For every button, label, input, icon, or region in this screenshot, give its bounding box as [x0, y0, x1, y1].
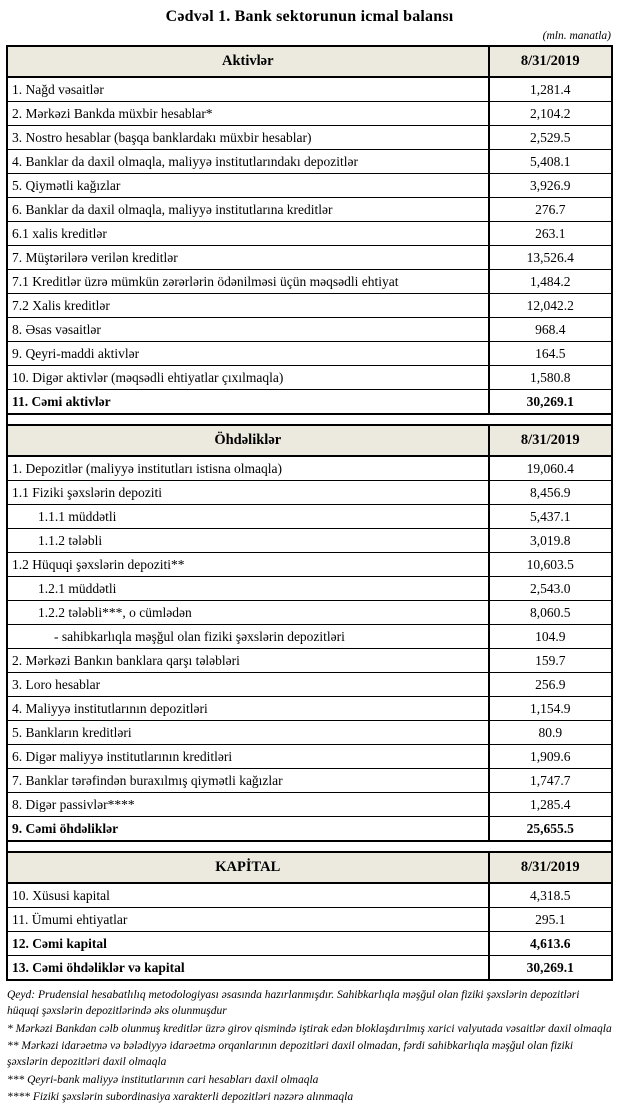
row-value: 2,543.0	[489, 577, 612, 601]
table-row	[7, 649, 612, 673]
row-value: 159.7	[489, 649, 612, 673]
table-row	[7, 577, 612, 601]
row-label: 7. Müştərilərə verilən kreditlər	[7, 246, 489, 270]
table-row	[7, 817, 612, 842]
row-label: 3. Loro hesablar	[7, 673, 489, 697]
row-label: 4. Banklar da daxil olmaqla, maliyyə institutlarındakı depozitlər	[7, 150, 489, 174]
footnote: *** Qeyri-bank maliyyə institutlarının cari hesabları daxil olmaqla	[7, 1073, 319, 1086]
table-header-row	[7, 425, 612, 456]
row-value: 13,526.4	[489, 246, 612, 270]
row-label: 3. Nostro hesablar (başqa banklardakı müxbir hesablar)	[7, 126, 489, 150]
row-value: 1,909.6	[489, 745, 612, 769]
row-value: 164.5	[489, 342, 612, 366]
row-value: 3,926.9	[489, 174, 612, 198]
row-value: 19,060.4	[489, 456, 612, 481]
table-row	[7, 908, 612, 932]
capital-table-body	[7, 883, 612, 980]
row-label: 6. Banklar da daxil olmaqla, maliyyə institutlarına kreditlər	[7, 198, 489, 222]
table-row	[7, 126, 612, 150]
footnote: * Mərkəzi Bankdan cəlb olunmuş kreditlər üzrə girov qismində iştirak edən bloklaşdırılmış xarici valyutada vəsaitlər daxil olmaqla	[7, 1022, 612, 1035]
row-value: 1,580.8	[489, 366, 612, 390]
row-label: 7.2 Xalis kreditlər	[7, 294, 489, 318]
row-label: 9. Qeyri-maddi aktivlər	[7, 342, 489, 366]
row-label: 4. Maliyyə institutlarının depozitləri	[7, 697, 489, 721]
row-label: 6.1 xalis kreditlər	[7, 222, 489, 246]
row-value: 10,603.5	[489, 553, 612, 577]
liabilities-table-body	[7, 456, 612, 841]
row-value: 263.1	[489, 222, 612, 246]
assets-header-date: 8/31/2019	[489, 46, 612, 77]
table-row	[7, 102, 612, 126]
row-label: 8. Digər passivlər****	[7, 793, 489, 817]
row-label: 10. Digər aktivlər (məqsədli ehtiyatlar çıxılmaqla)	[7, 366, 489, 390]
row-label: 7. Banklar tərəfindən buraxılmış qiymətli kağızlar	[7, 769, 489, 793]
table-row	[7, 222, 612, 246]
footnotes	[7, 987, 612, 1105]
footnote: **** Fiziki şəxslərin subordinasiya xarakterli depozitləri nəzərə alınmaqla	[7, 1090, 354, 1103]
capital-table	[6, 851, 613, 981]
row-label: 5. Bankların kreditləri	[7, 721, 489, 745]
row-label: 2. Mərkəzi Bankda müxbir hesablar*	[7, 102, 489, 126]
row-value: 12,042.2	[489, 294, 612, 318]
row-label: 12. Cəmi kapital	[7, 932, 489, 956]
row-value: 1,747.7	[489, 769, 612, 793]
table-row	[7, 246, 612, 270]
table-row	[7, 481, 612, 505]
row-value: 5,437.1	[489, 505, 612, 529]
row-label: 5. Qiymətli kağızlar	[7, 174, 489, 198]
table-row	[7, 366, 612, 390]
row-value: 256.9	[489, 673, 612, 697]
row-label: 1.2.1 müddətli	[7, 577, 489, 601]
row-value: 3,019.8	[489, 529, 612, 553]
liabilities-header-label: Öhdəliklər	[7, 425, 489, 456]
table-header-row	[7, 852, 612, 883]
table-row	[7, 174, 612, 198]
assets-table	[6, 45, 613, 415]
row-label: 1. Depozitlər (maliyyə institutları istisna olmaqla)	[7, 456, 489, 481]
row-label: 7.1 Kreditlər üzrə mümkün zərərlərin ödənilməsi üçün məqsədli ehtiyat	[7, 270, 489, 294]
row-label: 9. Cəmi öhdəliklər	[7, 817, 489, 842]
row-value: 5,408.1	[489, 150, 612, 174]
table-row	[7, 745, 612, 769]
table-row	[7, 270, 612, 294]
row-value: 8,060.5	[489, 601, 612, 625]
row-value: 25,655.5	[489, 817, 612, 842]
row-value: 1,154.9	[489, 697, 612, 721]
row-value: 4,613.6	[489, 932, 612, 956]
table-row	[7, 721, 612, 745]
row-label: 1.1.2 tələbli	[7, 529, 489, 553]
table-row	[7, 956, 612, 981]
row-label: - sahibkarlıqla məşğul olan fiziki şəxslərin depozitləri	[7, 625, 489, 649]
table-row	[7, 793, 612, 817]
table-row	[7, 342, 612, 366]
liabilities-header-date: 8/31/2019	[489, 425, 612, 456]
assets-header-label: Aktivlər	[7, 46, 489, 77]
table-row	[7, 601, 612, 625]
table-row	[7, 390, 612, 415]
table-row	[7, 505, 612, 529]
row-label: 1.1 Fiziki şəxslərin depoziti	[7, 481, 489, 505]
page-title: Cədvəl 1. Bank sektorunun icmal balansı	[165, 8, 454, 25]
row-value: 8,456.9	[489, 481, 612, 505]
row-value: 295.1	[489, 908, 612, 932]
row-value: 30,269.1	[489, 956, 612, 981]
row-value: 1,281.4	[489, 77, 612, 102]
row-value: 80.9	[489, 721, 612, 745]
table-row	[7, 77, 612, 102]
row-value: 968.4	[489, 318, 612, 342]
table-row	[7, 769, 612, 793]
table-row	[7, 529, 612, 553]
table-row	[7, 318, 612, 342]
table-row	[7, 883, 612, 908]
row-value: 30,269.1	[489, 390, 612, 415]
footnote: ** Mərkəzi idarəetmə və bələdiyyə idarəetmə orqanlarının depozitləri daxil olmadan, fərdi sahibkarlıqla məşğul olan fiziki şəxslərin depozitləri daxil olmaqla	[7, 1039, 574, 1069]
table-row	[7, 294, 612, 318]
row-label: 1.2 Hüquqi şəxslərin depoziti**	[7, 553, 489, 577]
row-value: 2,104.2	[489, 102, 612, 126]
table-row	[7, 673, 612, 697]
row-label: 8. Əsas vəsaitlər	[7, 318, 489, 342]
table-gap	[6, 415, 613, 424]
capital-header-date: 8/31/2019	[489, 852, 612, 883]
table-row	[7, 625, 612, 649]
assets-table-body	[7, 77, 612, 414]
row-label: 13. Cəmi öhdəliklər və kapital	[7, 956, 489, 981]
row-value: 2,529.5	[489, 126, 612, 150]
row-value: 4,318.5	[489, 883, 612, 908]
row-label: 10. Xüsusi kapital	[7, 883, 489, 908]
table-row	[7, 198, 612, 222]
row-label: 11. Cəmi aktivlər	[7, 390, 489, 415]
row-label: 2. Mərkəzi Bankın banklara qarşı tələbləri	[7, 649, 489, 673]
capital-header-label: KAPİTAL	[7, 852, 489, 883]
row-label: 1.1.1 müddətli	[7, 505, 489, 529]
table-row	[7, 932, 612, 956]
row-value: 276.7	[489, 198, 612, 222]
row-value: 104.9	[489, 625, 612, 649]
table-row	[7, 697, 612, 721]
row-value: 1,285.4	[489, 793, 612, 817]
unit-note: (mln. manatla)	[542, 30, 611, 42]
table-row	[7, 150, 612, 174]
table-header-row	[7, 46, 612, 77]
row-label: 1.2.2 tələbli***, o cümlədən	[7, 601, 489, 625]
table-gap	[6, 842, 613, 851]
table-row	[7, 553, 612, 577]
row-label: 11. Ümumi ehtiyatlar	[7, 908, 489, 932]
row-label: 6. Digər maliyyə institutlarının kreditləri	[7, 745, 489, 769]
table-row	[7, 456, 612, 481]
footnote: Qeyd: Prudensial hesabatlılıq metodologiyası əsasında hazırlanmışdır. Sahibkarlıqla məşğul olan fiziki şəxslərin depozitləri hüquqi şəxslərin depozitlərində əks olunmuşdur	[7, 989, 580, 1018]
row-value: 1,484.2	[489, 270, 612, 294]
liabilities-table	[6, 424, 613, 842]
row-label: 1. Nağd vəsaitlər	[7, 77, 489, 102]
